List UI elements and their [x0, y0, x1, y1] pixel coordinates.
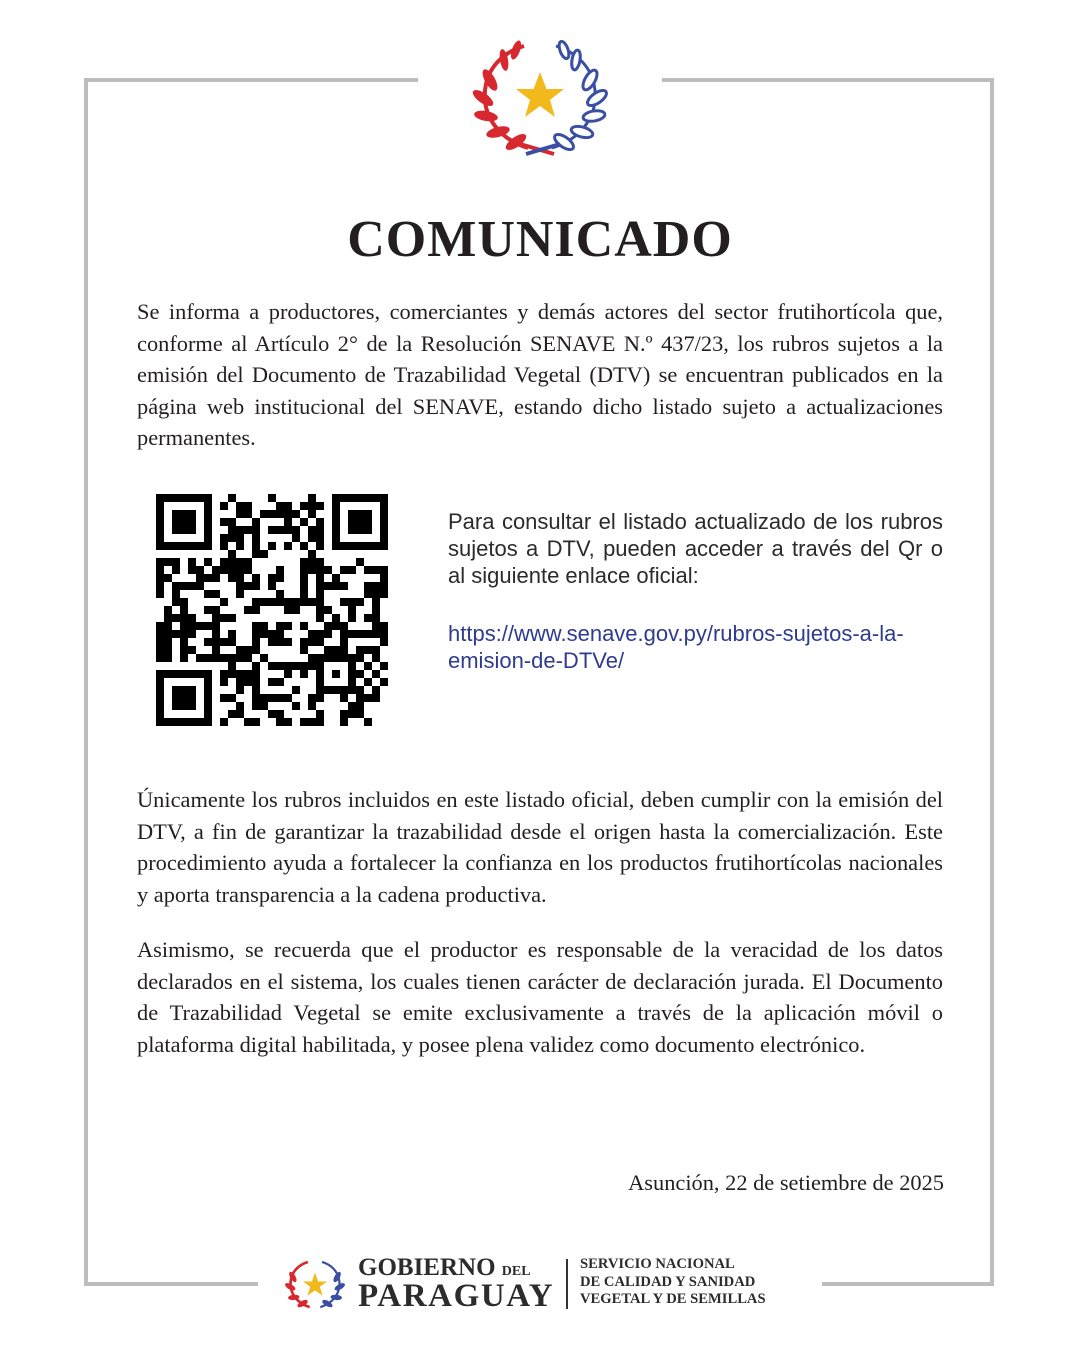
senave-wordmark: SERVICIO NACIONAL DE CALIDAD Y SANIDAD VEGETAL Y DE SEMILLAS	[580, 1256, 766, 1307]
date-line: Asunción, 22 de setiembre de 2025	[628, 1170, 944, 1195]
paraguay-star-wreath-icon	[470, 40, 610, 156]
second-paragraph: Únicamente los rubros incluidos en este listado oficial, deben cumplir con la emisión del DTV, a fin de garantizar la trazabilidad desde el origen hasta la comercialización. Este procedimiento ayuda a fortalecer la confianza en los productos frutihortícolas nacionales y aporta transparencia a la cadena productiva.	[137, 787, 943, 907]
qr-code[interactable]	[150, 488, 394, 732]
intro-paragraph: Se informa a productores, comerciantes y demás actores del sector frutihortícola que, conforme al Artículo 2° de la Resolución SENAVE N.º 437/23, los rubros sujetos a la emisión del Documento de Trazabilidad Vegetal (DTV) se encuentran publicados en la página web institucional del SENAVE, estando dicho listado sujeto a actualizaciones permanentes.	[137, 299, 943, 450]
footer-divider	[566, 1259, 568, 1309]
third-paragraph: Asimismo, se recuerda que el productor es responsable de la veracidad de los datos declarados en el sistema, los cuales tienen carácter de declaración jurada. El Documento de Trazabilidad Vegetal se emite exclusivamente a través de la aplicación móvil o plataforma digital habilitada, y posee plena validez como documento electrónico.	[137, 937, 943, 1057]
page-title: COMUNICADO	[347, 211, 733, 268]
paraguay-wordmark: PARAGUAY	[358, 1278, 555, 1314]
paraguay-star-wreath-icon	[284, 1256, 346, 1314]
footer-logo	[284, 1254, 804, 1316]
official-link[interactable]: https://www.senave.gov.py/rubros-sujetos-a-la-emision-de-DTVe/	[448, 621, 904, 673]
gobierno-wordmark: GOBIERNO DEL	[358, 1254, 531, 1281]
qr-instructions: Para consultar el listado actualizado de los rubros sujetos a DTV, pueden acceder a través del Qr o al siguiente enlace oficial:	[448, 509, 943, 588]
